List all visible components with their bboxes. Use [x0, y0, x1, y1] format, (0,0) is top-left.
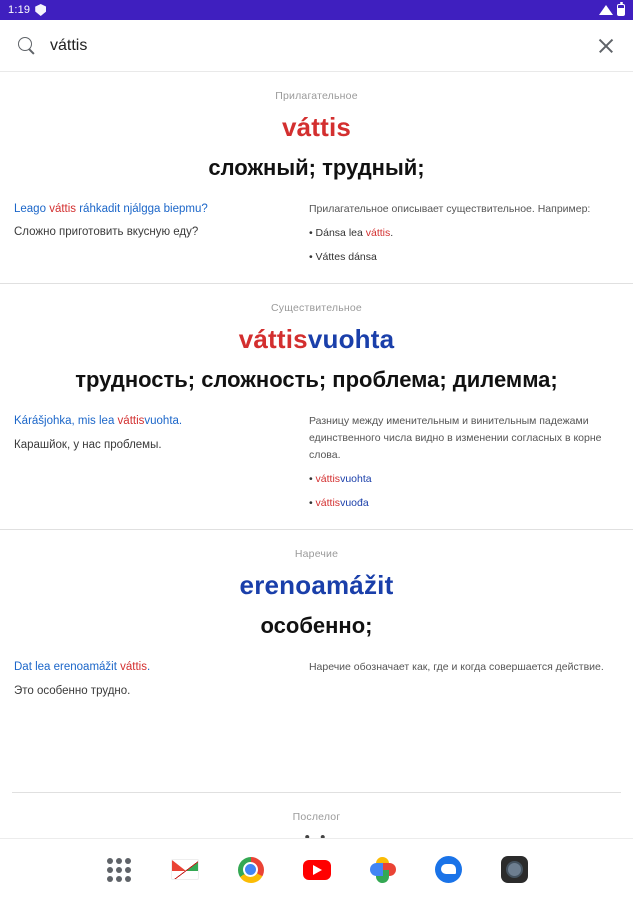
- example-source-post: .: [146, 661, 151, 674]
- dock-item-gmail[interactable]: [165, 850, 205, 890]
- example-source-highlight: váttis: [117, 415, 145, 428]
- dictionary-entry-partial: [0, 793, 633, 838]
- headword-stem: váttis: [281, 112, 352, 142]
- note-bullet-pre: •: [308, 472, 316, 485]
- entry-part-of-speech: Послелог: [292, 810, 341, 823]
- messages-icon: [435, 856, 462, 883]
- status-clock: 1:19: [8, 4, 31, 16]
- example-translation: Это особенно трудно.: [14, 684, 131, 697]
- example-source: [14, 201, 289, 218]
- example-translation: Сложно приготовить вкусную еду?: [14, 226, 199, 239]
- note-bullet: [309, 225, 619, 242]
- note-bullet: [309, 495, 619, 512]
- dock-item-camera[interactable]: [495, 850, 535, 890]
- entry-translation: сложный; трудный;: [208, 155, 425, 180]
- example-source-pre: Leago: [14, 203, 50, 215]
- entry-headword: [0, 324, 633, 355]
- note-bullet: [309, 471, 619, 488]
- entry-note-column: [309, 201, 619, 265]
- note-bullet-post: vuohta: [340, 472, 372, 485]
- grammar-note: Наречие обозначает как, где и когда совершается действие.: [308, 661, 604, 674]
- search-icon[interactable]: [18, 37, 36, 55]
- dock-item-apps[interactable]: [99, 850, 139, 890]
- note-bullet-highlight: váttis: [315, 472, 341, 485]
- battery-icon: [617, 4, 625, 16]
- example-source-pre: Dat lea erenoamážit: [14, 661, 121, 674]
- chrome-icon: [238, 857, 264, 883]
- example-source: [14, 413, 289, 430]
- shield-icon: [35, 4, 46, 16]
- entry-body: [0, 413, 633, 529]
- example-source-highlight: váttis: [49, 203, 77, 215]
- headword-suffix: vuohta: [307, 324, 395, 355]
- entry-note-column: [309, 413, 619, 511]
- search-bar: [0, 20, 633, 72]
- entry-example-column: [14, 413, 289, 511]
- example-source-pre: Kárášjohka, mis lea: [14, 415, 118, 428]
- note-bullet-post: vuođa: [340, 496, 369, 509]
- example-translation: Карашйок, у нас проблемы.: [14, 438, 162, 451]
- youtube-icon: [303, 860, 331, 880]
- dictionary-entry: [0, 72, 633, 283]
- dock-item-chrome[interactable]: [231, 850, 271, 890]
- status-bar: [0, 0, 633, 20]
- note-bullet-pre: •: [308, 496, 316, 509]
- grammar-note: Разницу между именительным и винительным падежами единственного числа видно в изменении согласных в корне слова.: [308, 415, 602, 461]
- clear-search-icon[interactable]: [597, 37, 615, 55]
- entry-body: [0, 659, 633, 792]
- gmail-icon: [171, 859, 199, 880]
- example-source-post: vuohta.: [144, 415, 183, 428]
- entry-headword: [0, 570, 633, 601]
- entry-part-of-speech: Наречие: [294, 548, 339, 561]
- example-source: [14, 659, 289, 676]
- dock-item-youtube[interactable]: [297, 850, 337, 890]
- entry-example-column: [14, 201, 289, 265]
- entry-translation: трудность; сложность; проблема; дилемма;: [75, 367, 558, 393]
- entry-example-column: [14, 659, 289, 700]
- apps-icon: [107, 858, 131, 882]
- entry-note-column: [309, 659, 619, 700]
- dock-item-messages[interactable]: [429, 850, 469, 890]
- note-bullet-pre: • Dánsa lea: [308, 226, 366, 239]
- example-source-highlight: váttis: [120, 661, 147, 674]
- entry-body: [0, 201, 633, 283]
- note-bullet-highlight: váttis: [365, 226, 391, 239]
- note-bullet-post: .: [390, 226, 394, 239]
- entry-part-of-speech: Прилагательное: [275, 90, 358, 102]
- headword-suffix: erenoamážit: [239, 570, 394, 601]
- results-list[interactable]: [0, 72, 633, 838]
- search-input[interactable]: [50, 37, 583, 55]
- status-bar-right: [599, 4, 625, 16]
- note-bullet-pre: • Váttes dánsa: [308, 250, 377, 263]
- dock: [0, 838, 633, 900]
- dock-item-photos[interactable]: [363, 850, 403, 890]
- dictionary-entry: [0, 529, 633, 792]
- loading-dots: • •: [304, 828, 329, 838]
- search-input-wrapper: [50, 37, 583, 55]
- headword-stem: váttis: [238, 324, 308, 355]
- example-source-post: ráhkadit njálgga biepmu?: [76, 203, 208, 215]
- entry-headword: [0, 112, 633, 143]
- photos-icon: [370, 857, 396, 883]
- entry-part-of-speech: Существительное: [271, 302, 362, 315]
- status-bar-left: [8, 4, 46, 16]
- grammar-note: Прилагательное описывает существительное. Например:: [308, 203, 591, 215]
- note-bullet-highlight: váttis: [315, 496, 341, 509]
- entry-translation: особенно;: [260, 613, 373, 639]
- note-bullet: [309, 249, 619, 266]
- dictionary-entry: [0, 283, 633, 529]
- wifi-icon: [599, 5, 613, 15]
- camera-icon: [501, 856, 528, 883]
